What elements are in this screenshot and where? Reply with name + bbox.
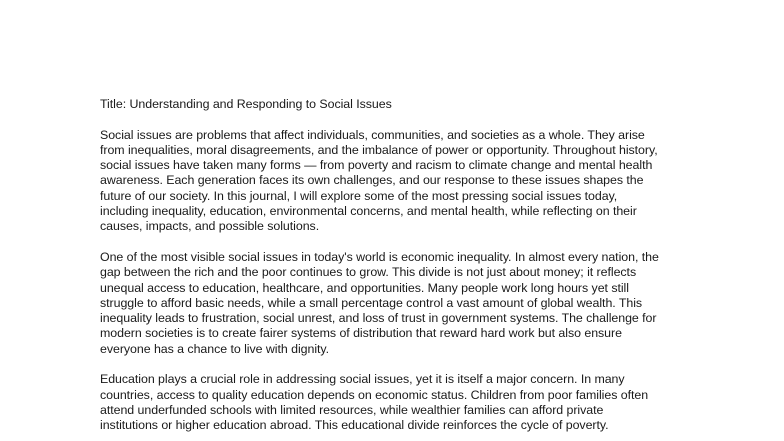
paragraph-line: Education plays a crucial role in addressing social issues, yet it is itself a major concern. In many [100,372,625,387]
paragraph-line: including inequality, education, environmental concerns, and mental health, while reflecting on their [100,204,637,219]
paragraph-line: countries, access to quality education depends on economic status. Children from poor families often [100,387,649,402]
document-body [100,97,740,441]
paragraph-line: Social issues are problems that affect individuals, communities, and societies as a whole. They arise [100,127,645,142]
document-title: Title: Understanding and Responding to Social Issues [100,97,392,111]
paragraph-line: One of the most visible social issues in today's world is economic inequality. In almost every nation, the [100,249,659,264]
paragraph-line: social issues have taken many forms — from poverty and racism to climate change and mental health [100,158,653,173]
paragraph-line: attend underfunded schools with limited resources, while wealthier families can afford private [100,402,604,417]
paragraph-line: future of our society. In this journal, I will explore some of the most pressing social issues today, [100,188,618,203]
paragraph-line: inequality leads to frustration, social unrest, and loss of trust in government systems. The challenge for [100,311,657,326]
paragraph-line: struggle to afford basic needs, while a small percentage control a vast amount of global wealth. This [100,295,643,310]
paragraph-education [100,372,740,433]
paragraph-introduction [100,128,740,235]
paragraph-line: unequal access to education, healthcare, and opportunities. Many people work long hours yet still [100,280,629,295]
paragraph-line: institutions or higher education abroad. This educational divide reinforces the cycle of poverty. [100,418,609,433]
paragraph-economic-inequality [100,250,740,357]
paragraph-line: gap between the rich and the poor continues to grow. This divide is not just about money; it reflects [100,265,637,280]
paragraph-line: awareness. Each generation faces its own challenges, and our response to these issues shapes the [100,173,644,188]
paragraph-line: causes, impacts, and possible solutions. [100,219,320,234]
paragraph-line: everyone has a chance to live with dignity. [100,341,330,356]
paragraph-line: modern societies is to create fairer systems of distribution that reward hard work but also ensure [100,326,622,341]
paragraph-line: from inequalities, moral disagreements, and the imbalance of power or opportunity. Throughout history, [100,142,658,157]
